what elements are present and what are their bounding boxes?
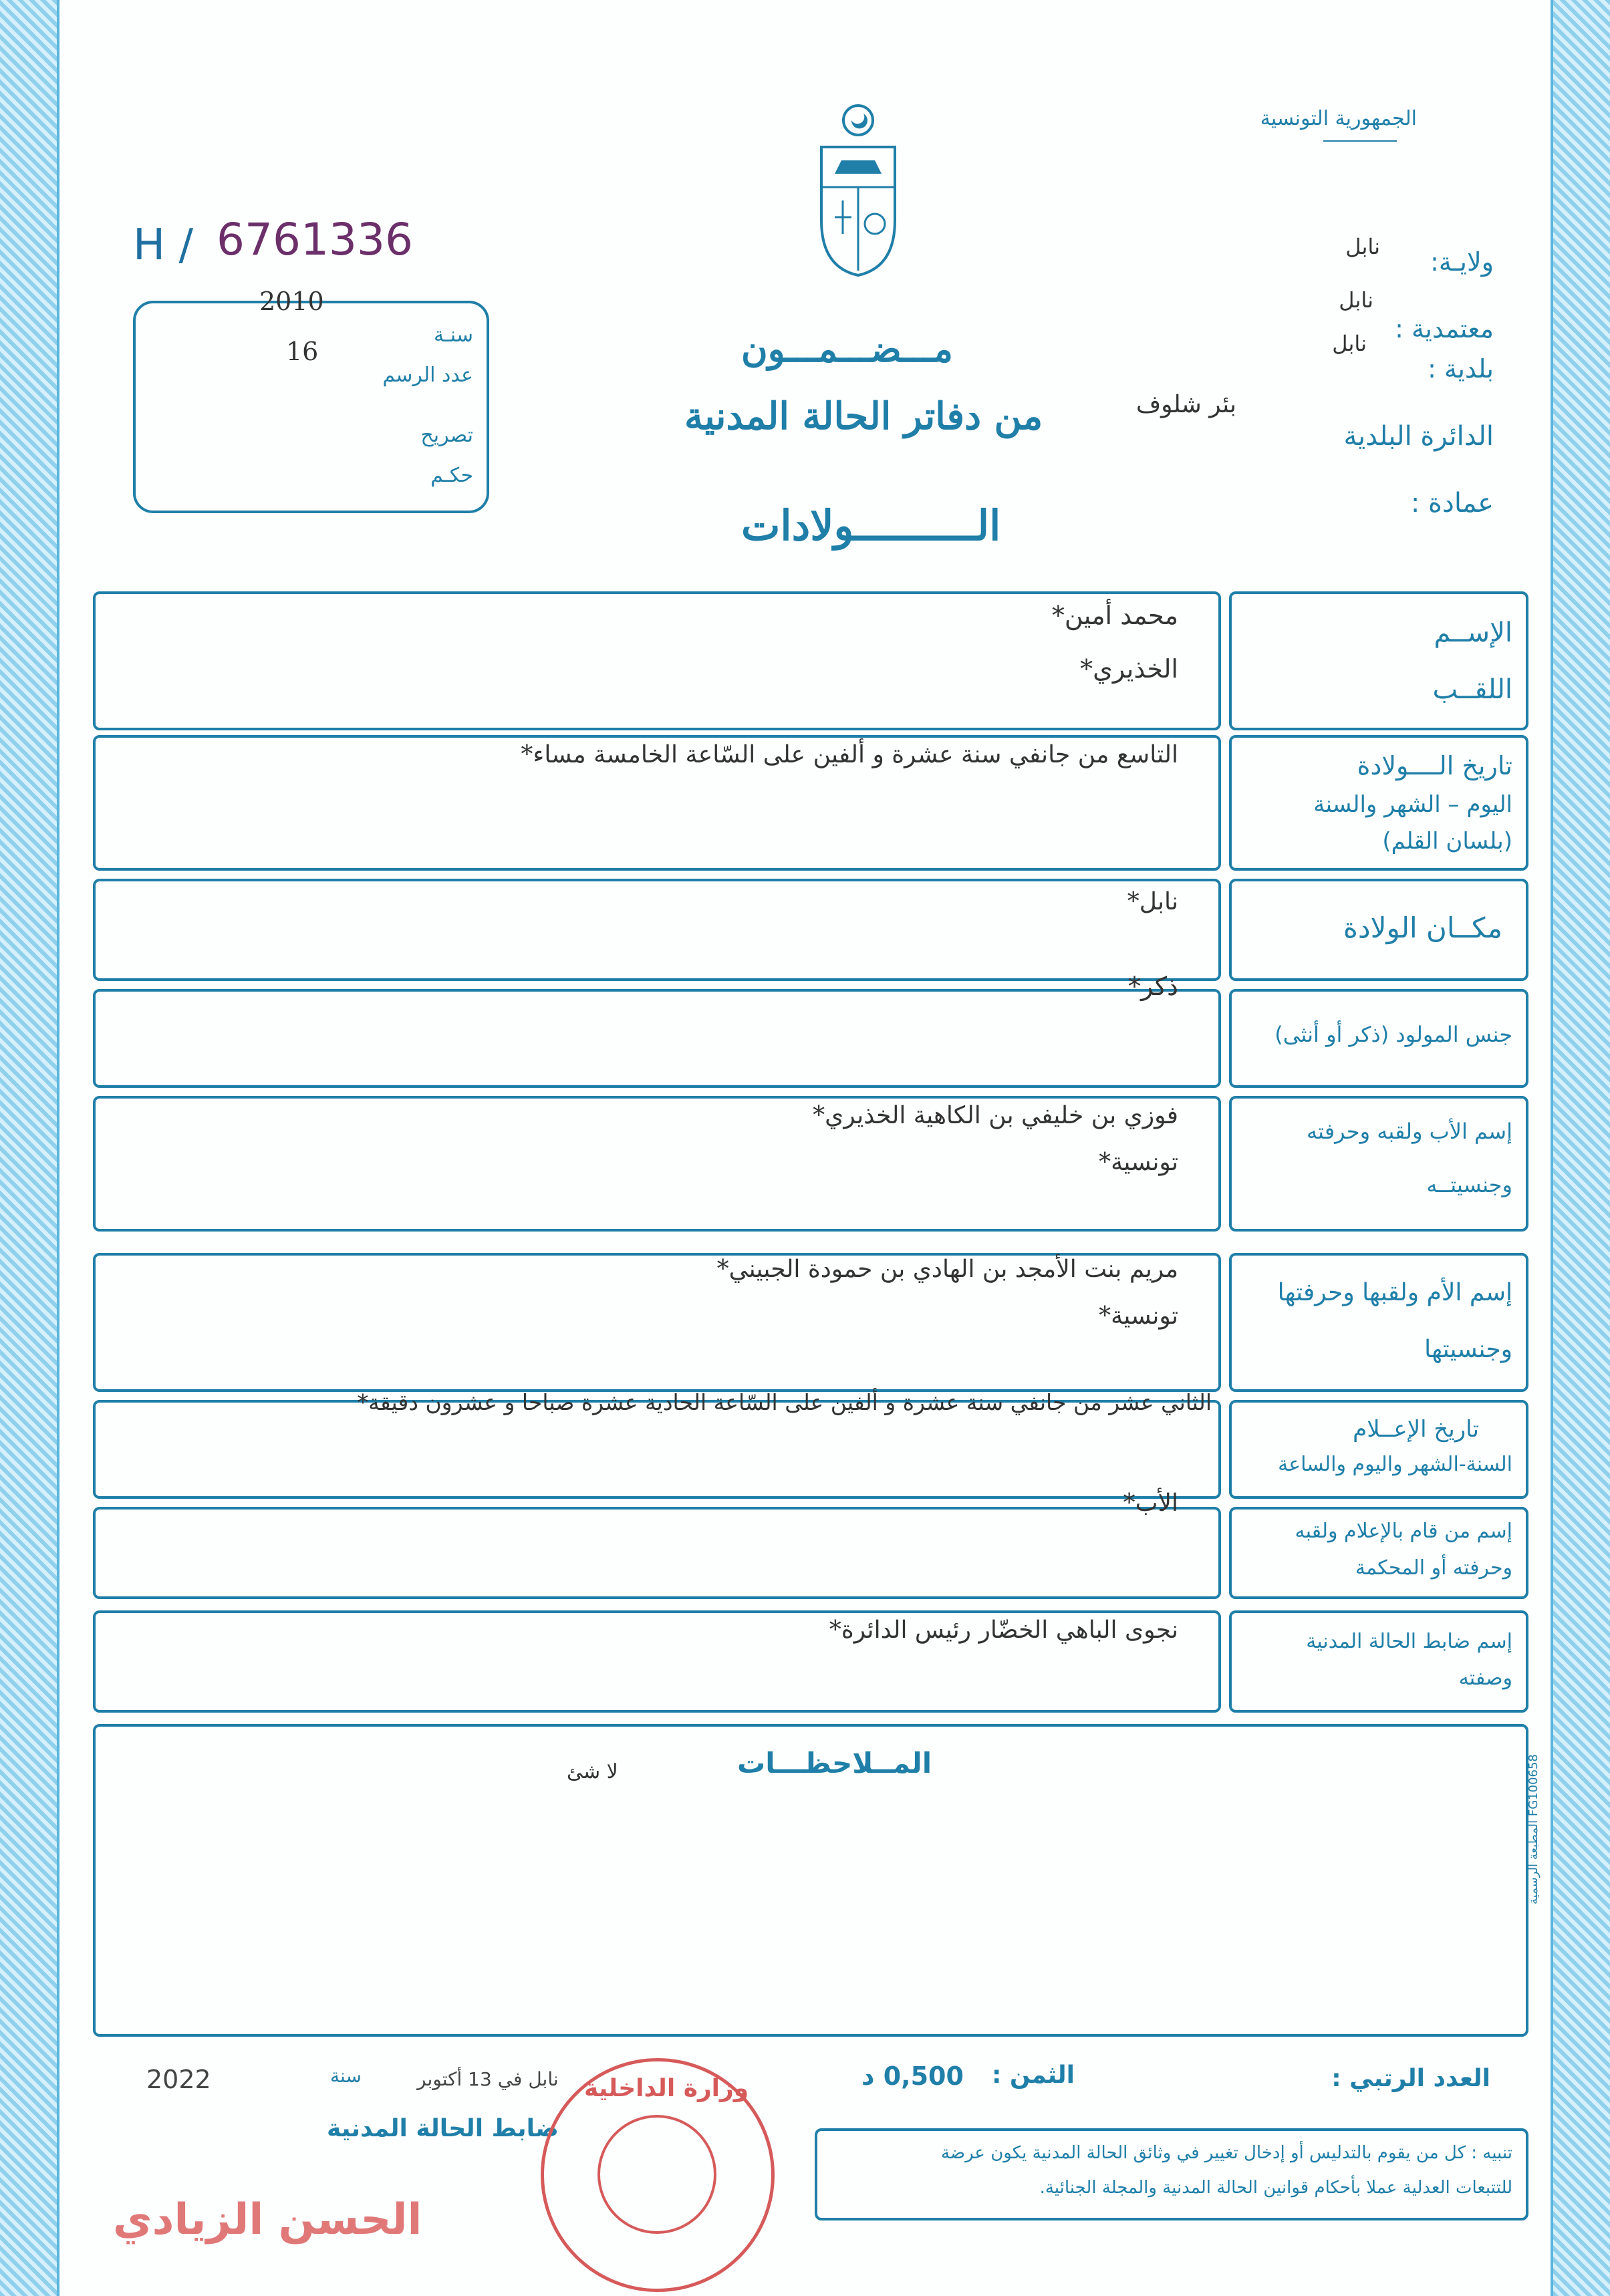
section-title: الــــــــــولادات <box>741 501 1001 550</box>
footer-price-value: 0,500 د <box>861 2061 964 2091</box>
registry-number-label: عدد الرسم <box>382 364 473 387</box>
republic-label: الجمهورية التونسية <box>1260 107 1417 130</box>
surname-label: اللقــب <box>1432 674 1512 705</box>
signature-name: الحسن الزيادي <box>113 2195 422 2245</box>
declarant-value-box <box>93 1489 1221 1599</box>
birth-date-label-box <box>1229 735 1528 871</box>
title-line1: مـــضـــمـــون <box>741 327 953 370</box>
father-label-box <box>1229 1096 1528 1232</box>
declaration-date-value-box <box>93 1389 1221 1499</box>
declarant-sublabel: وحرفته أو المحكمة <box>1355 1556 1512 1580</box>
mother-nationality-label: وجنسيتها <box>1424 1336 1512 1363</box>
coat-of-arms-icon <box>815 100 902 281</box>
officer-signature-label: ضابط الحالة المدنية <box>327 2115 559 2142</box>
remarks-box <box>93 1724 1528 2037</box>
registry-declaration-label: تصريح <box>420 424 473 447</box>
declaration-date-label: تاريخ الإعــلام <box>1353 1416 1479 1443</box>
warning-line2: للتتبعات العدلية عملا بأحكام قوانين الحالة المدنية والمجلة الجنائية. <box>1039 2178 1512 2198</box>
officer-sublabel: وصفته <box>1458 1667 1512 1690</box>
name-label-box <box>1229 591 1528 730</box>
warning-line1: تنبيه : كل من يقوم بالتدليس أو إدخال تغيير في وثائق الحالة المدنية يكون عرضة <box>941 2143 1512 2163</box>
birth-place-label-box <box>1229 879 1528 981</box>
birth-date-sublabel: اليوم – الشهر والسنة <box>1313 791 1512 818</box>
father-nationality-label: وجنسيتــه <box>1426 1172 1512 1197</box>
registry-year-value: 2010 <box>259 287 324 316</box>
serial-prefix: H / <box>133 221 194 270</box>
birth-date-note: (بلسان القلم) <box>1382 828 1512 855</box>
stamp-text: وزارة الداخلية <box>584 2075 749 2102</box>
declarant-label-box <box>1229 1507 1528 1599</box>
omada-label: عمادة : <box>1410 488 1494 519</box>
daira-label: الدائرة البلدية <box>1343 421 1494 452</box>
officer-label: إسم ضابط الحالة المدنية <box>1306 1630 1512 1653</box>
birth-place-value: نابل* <box>1127 888 1178 915</box>
footer-price-label: الثمن : <box>992 2061 1075 2089</box>
serial-number: 6761336 <box>217 214 413 265</box>
mutamadiya-value: نابل <box>1339 287 1373 313</box>
sex-value: ذكر* <box>1128 972 1178 1001</box>
official-stamp <box>541 2058 775 2292</box>
footer-year-value: 2022 <box>146 2065 211 2094</box>
father-label: إسم الأب ولقبه وحرفته <box>1307 1119 1512 1144</box>
birth-place-value-box <box>93 879 1221 981</box>
decorative-border-left <box>0 0 59 2296</box>
registry-judgment-label: حكـم <box>430 464 473 487</box>
officer-label-box <box>1229 1610 1528 1713</box>
declaration-date-label-box <box>1229 1400 1528 1499</box>
mother-name-value: مريم بنت الأمجد بن الهادي بن حمودة الجبيني* <box>716 1256 1178 1283</box>
wilaya-value: نابل <box>1345 234 1380 259</box>
daira-value: بئر شلوف <box>1135 391 1236 418</box>
father-nationality-value: تونسية* <box>1099 1149 1178 1176</box>
declaration-date-sublabel: السنة-الشهر واليوم والساعة <box>1278 1453 1512 1476</box>
sex-value-box <box>93 972 1221 1088</box>
birth-certificate-page <box>59 0 1551 2296</box>
name-value-box <box>93 591 1221 730</box>
birth-date-value-box <box>93 735 1221 871</box>
birth-date-value: التاسع من جانفي سنة عشرة و ألفين على السّاعة الخامسة مساء* <box>521 741 1178 768</box>
wilaya-label: ولايـة: <box>1430 247 1494 277</box>
mother-nationality-value: تونسية* <box>1099 1302 1178 1330</box>
first-name-label: الإســم <box>1434 617 1512 648</box>
mother-label-box <box>1229 1253 1528 1392</box>
registry-box <box>133 287 489 513</box>
declarant-value: الأب* <box>1123 1489 1178 1517</box>
declaration-date-value: الثاني عشر من جانفي سنة عشرة و ألفين على السّاعة الحادية عشرة صباحا و عشرون دقيقة* <box>357 1389 1212 1415</box>
title-line2: من دفاتر الحالة المدنية <box>684 394 1043 438</box>
first-name-value: محمد أمين* <box>1051 601 1178 630</box>
footer-year-label: سنة <box>330 2065 362 2087</box>
place-date: نابل في 13 أكتوبر <box>417 2068 559 2090</box>
father-value-box <box>93 1096 1221 1232</box>
decorative-border-right <box>1551 0 1610 2296</box>
declarant-label: إسم من قام بالإعلام ولقبه <box>1295 1520 1512 1543</box>
mother-label: إسم الأم ولقبها وحرفتها <box>1277 1279 1512 1306</box>
sex-label: جنس المولود (ذكر أو أنثى) <box>1274 1022 1512 1047</box>
warning-box <box>815 2128 1528 2220</box>
sex-label-box <box>1229 989 1528 1088</box>
mutamadiya-label: معتمدية : <box>1395 314 1494 343</box>
stamp-inner-ring <box>597 2115 716 2234</box>
baladiya-label: بلدية : <box>1428 354 1494 384</box>
surname-value: الخذيري* <box>1080 654 1178 684</box>
remarks-title: المــلاحظـــات <box>737 1747 932 1779</box>
baladiya-value: نابل <box>1332 331 1367 356</box>
officer-value: نجوى الباهي الخضّار رئيس الدائرة* <box>829 1616 1178 1644</box>
registry-number-value: 16 <box>286 337 319 366</box>
birth-date-label: تاريخ الــــولادة <box>1357 751 1512 780</box>
republic-underline <box>1323 140 1397 142</box>
registry-year-label: سنـة <box>433 323 473 347</box>
printer-code: المطبعة الرسمية FG100658 <box>1526 1754 1540 1904</box>
officer-value-box <box>93 1610 1221 1713</box>
father-name-value: فوزي بن خليفي بن الكاهية الخذيري* <box>813 1102 1178 1129</box>
footer-serial-label: العدد الرتبي : <box>1331 2065 1490 2092</box>
remarks-value: لا شئ <box>567 1760 618 1783</box>
mother-value-box <box>93 1253 1221 1392</box>
birth-place-label: مكــان الولادة <box>1343 911 1502 944</box>
